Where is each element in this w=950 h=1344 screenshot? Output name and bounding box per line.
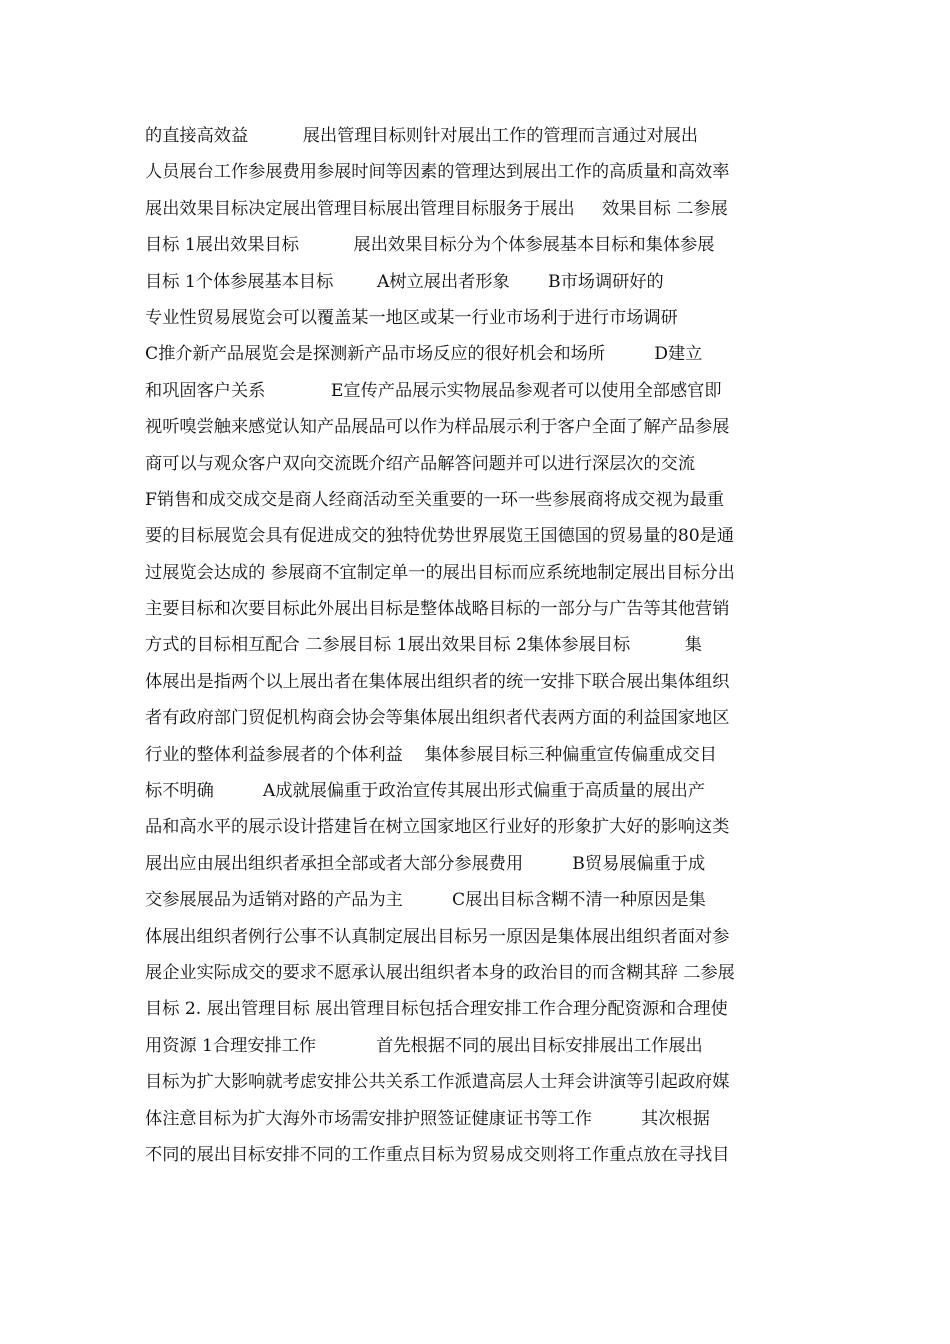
text-line: 者有政府部门贸促机构商会协会等集体展出组织者代表两方面的利益国家地区: [145, 708, 730, 729]
text-line: 商可以与观众客户双向交流既介绍产品解答问题并可以进行深层次的交流: [145, 453, 696, 474]
text-line: 交参展展品为适销对路的产品为主 C展出目标含糊不清一种原因是集: [145, 890, 706, 911]
text-line: 体展出是指两个以上展出者在集体展出组织者的统一安排下联合展出集体组织: [145, 671, 730, 692]
text-line: F销售和成交成交是商人经商活动至关重要的一环一些参展商将成交视为最重: [145, 489, 725, 510]
text-line: 目标 1个体参展基本目标 A树立展出者形象 B市场调研好的: [145, 271, 664, 292]
text-line: 过展览会达成的 参展商不宜制定单一的展出目标而应系统地制定展出目标分出: [145, 562, 735, 583]
text-line: 展出应由展出组织者承担全部或者大部分参展费用 B贸易展偏重于成: [145, 853, 706, 874]
text-line: 目标为扩大影响就考虑安排公共关系工作派遣高层人士拜会讲演等引起政府媒: [145, 1072, 730, 1093]
text-line: 用资源 1合理安排工作 首先根据不同的展出目标安排展出工作展出: [145, 1035, 703, 1056]
text-line: 展出效果目标决定展出管理目标展出管理目标服务于展出 效果目标 二参展: [145, 198, 728, 219]
text-line: C推介新产品展览会是探测新产品市场反应的很好机会和场所 D建立: [145, 344, 703, 365]
text-line: 展企业实际成交的要求不愿承认展出组织者本身的政治目的而含糊其辞 二参展: [145, 962, 735, 983]
text-line: 标不明确 A成就展偏重于政治宣传其展出形式偏重于高质量的展出产: [145, 781, 706, 802]
text-line: 方式的目标相互配合 二参展目标 1展出效果目标 2集体参展目标 集: [145, 635, 702, 656]
body-text: [145, 118, 815, 1173]
text-line: 目标 2. 展出管理目标 展出管理目标包括合理安排工作合理分配资源和合理使: [145, 999, 728, 1020]
text-line: 行业的整体利益参展者的个体利益 集体参展目标三种偏重宣传偏重成交目: [145, 744, 717, 765]
text-line: 要的目标展览会具有促进成交的独特优势世界展览王国德国的贸易量的80是通: [145, 526, 735, 547]
text-line: 目标 1展出效果目标 展出效果目标分为个体参展基本目标和集体参展: [145, 235, 715, 256]
text-line: 体展出组织者例行公事不认真制定展出目标另一原因是集体展出组织者面对参: [145, 926, 730, 947]
text-line: 专业性贸易展览会可以覆盖某一地区或某一行业市场利于进行市场调研: [145, 307, 678, 328]
text-line: 品和高水平的展示设计搭建旨在树立国家地区行业好的形象扩大好的影响这类: [145, 817, 730, 838]
text-line: 不同的展出目标安排不同的工作重点目标为贸易成交则将工作重点放在寻找目: [145, 1144, 730, 1165]
text-line: 和巩固客户关系 E宣传产品展示实物展品参观者可以使用全部感官即: [145, 380, 722, 401]
text-line: 的直接高效益 展出管理目标则针对展出工作的管理而言通过对展出: [145, 126, 699, 146]
text-line: 体注意目标为扩大海外市场需安排护照签证健康证书等工作 其次根据: [145, 1108, 710, 1129]
text-line: 视听嗅尝触来感觉认知产品展品可以作为样品展示利于客户全面了解产品参展: [145, 417, 730, 438]
text-line: 人员展台工作参展费用参展时间等因素的管理达到展出工作的高质量和高效率: [145, 162, 730, 183]
text-line: 主要目标和次要目标此外展出目标是整体战略目标的一部分与广告等其他营销: [145, 599, 730, 620]
